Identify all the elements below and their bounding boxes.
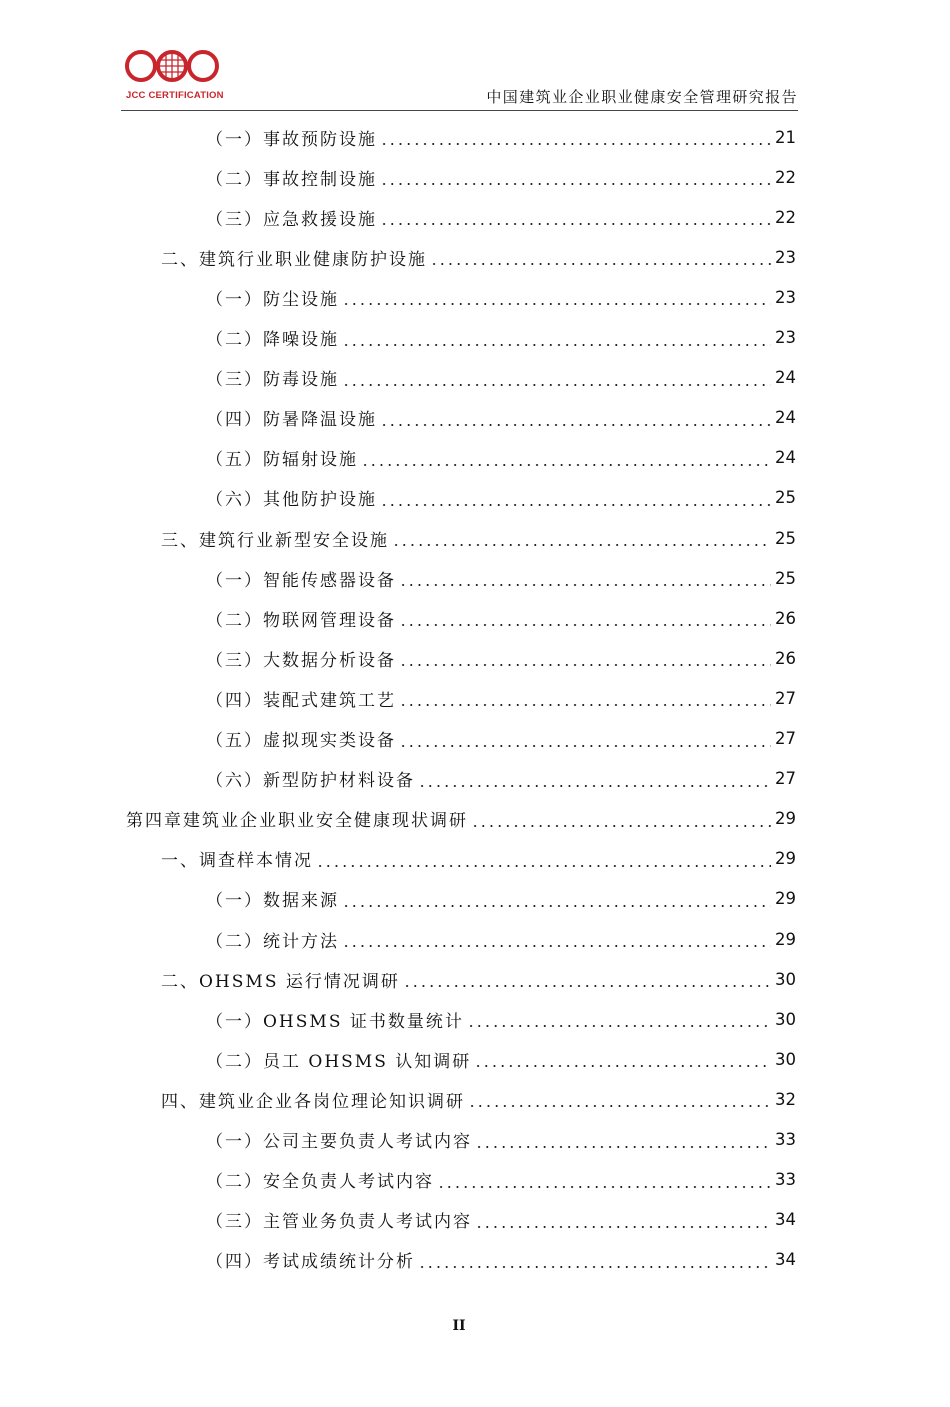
toc-entry-label: （四）装配式建筑工艺 <box>206 690 396 711</box>
toc-entry-page: 26 <box>775 608 796 628</box>
toc-entry-label: 三、建筑行业新型安全设施 <box>161 530 389 551</box>
dot-leader <box>392 544 771 546</box>
dot-leader <box>342 905 771 907</box>
toc-entry[interactable] <box>206 725 796 753</box>
toc-entry-page: 21 <box>775 127 796 147</box>
toc-entry-page: 29 <box>775 849 796 869</box>
toc-entry-label: （一）OHSMS 证书数量统计 <box>206 1011 464 1032</box>
toc-entry-label: （五）防辐射设施 <box>206 450 358 471</box>
toc-entry-label: （二）安全负责人考试内容 <box>206 1172 434 1193</box>
toc-entry-page: 27 <box>775 769 796 789</box>
toc-entry-page: 22 <box>775 207 796 227</box>
toc-entry[interactable] <box>206 1045 796 1073</box>
dot-leader <box>403 985 771 987</box>
toc-entry-label: 四、建筑业企业各岗位理论知识调研 <box>161 1091 465 1112</box>
toc-entry[interactable] <box>206 444 796 472</box>
toc-entry-page: 29 <box>775 929 796 949</box>
toc-entry-label: 二、建筑行业职业健康防护设施 <box>161 249 427 270</box>
dot-leader <box>475 1146 771 1148</box>
dot-leader <box>418 785 771 787</box>
toc-entry[interactable] <box>206 1166 796 1194</box>
dot-leader <box>380 504 771 506</box>
toc-entry-page: 30 <box>775 1009 796 1029</box>
toc-entry-page: 23 <box>775 287 796 307</box>
dot-leader <box>437 1186 771 1188</box>
toc-entry-label: （六）新型防护材料设备 <box>206 771 415 792</box>
toc-entry-label: （二）物联网管理设备 <box>206 610 396 631</box>
toc-entry-label: （三）防毒设施 <box>206 370 339 391</box>
toc-entry[interactable] <box>206 564 796 592</box>
toc-entry[interactable] <box>206 364 796 392</box>
dot-leader <box>342 384 771 386</box>
report-title: 中国建筑业企业职业健康安全管理研究报告 <box>486 88 798 106</box>
toc-entry-page: 32 <box>775 1089 796 1109</box>
toc-entry-label: （三）大数据分析设备 <box>206 650 396 671</box>
toc-entry[interactable] <box>206 1005 796 1033</box>
dot-leader <box>474 1065 771 1067</box>
toc-entry[interactable] <box>206 1126 796 1154</box>
dot-leader <box>342 303 771 305</box>
dot-leader <box>361 464 771 466</box>
dot-leader <box>380 424 771 426</box>
dot-leader <box>399 664 771 666</box>
dot-leader <box>467 1025 771 1027</box>
toc-entry[interactable] <box>206 604 796 632</box>
toc-entry-page: 24 <box>775 368 796 388</box>
dot-leader <box>430 263 771 265</box>
toc-entry[interactable] <box>206 404 796 432</box>
toc-entry-page: 24 <box>775 448 796 468</box>
toc-entry-page: 34 <box>775 1210 796 1230</box>
toc-entry-page: 22 <box>775 167 796 187</box>
toc-entry[interactable] <box>206 925 796 953</box>
toc-entry[interactable] <box>206 644 796 672</box>
toc-entry-page: 23 <box>775 247 796 267</box>
toc-entry[interactable] <box>206 123 796 151</box>
logo-text: JCC CERTIFICATION <box>126 90 224 101</box>
dot-leader <box>342 945 771 947</box>
toc-entry[interactable] <box>161 845 796 873</box>
toc-entry[interactable] <box>206 163 796 191</box>
toc-entry[interactable] <box>206 684 796 712</box>
dot-leader <box>399 704 771 706</box>
dot-leader <box>399 745 771 747</box>
toc-entry[interactable] <box>161 524 796 552</box>
toc-entry-label: 二、OHSMS 运行情况调研 <box>161 971 400 992</box>
header-divider <box>121 110 798 111</box>
toc-entry[interactable] <box>206 203 796 231</box>
toc-entry-page: 33 <box>775 1130 796 1149</box>
toc-entry-label: （二）降噪设施 <box>206 330 339 350</box>
toc-entry[interactable] <box>206 484 796 512</box>
toc-entry-label: （一）数据来源 <box>206 891 339 912</box>
toc-entry-label: （二）统计方法 <box>206 931 339 952</box>
toc-entry-page: 23 <box>775 328 796 347</box>
toc-entry-page: 27 <box>775 729 796 748</box>
toc-entry[interactable] <box>206 324 796 352</box>
toc-entry[interactable] <box>161 1085 796 1113</box>
toc-entry-label: 一、调查样本情况 <box>161 851 313 872</box>
toc-entry-page: 25 <box>775 528 796 548</box>
dot-leader <box>468 1105 771 1107</box>
toc-entry-label: （二）事故控制设施 <box>206 169 377 190</box>
dot-leader <box>342 344 771 346</box>
toc-entry-page: 30 <box>775 969 796 989</box>
toc-entry[interactable] <box>206 885 796 913</box>
toc-entry[interactable] <box>206 1246 796 1274</box>
toc-entry-label: （一）防尘设施 <box>206 289 339 310</box>
toc-entry-label: （四）考试成绩统计分析 <box>206 1252 415 1273</box>
toc-entry-page: 30 <box>775 1049 796 1069</box>
toc-entry[interactable] <box>126 805 796 833</box>
page-number: II <box>452 1318 466 1334</box>
dot-leader <box>399 584 771 586</box>
toc-entry-label: （一）公司主要负责人考试内容 <box>206 1132 472 1152</box>
toc-entry-page: 34 <box>775 1250 796 1270</box>
toc-entry[interactable] <box>161 243 796 271</box>
dot-leader <box>399 624 771 626</box>
toc-entry-label: （五）虚拟现实类设备 <box>206 731 396 751</box>
dot-leader <box>418 1266 771 1268</box>
toc-entry-label: （一）事故预防设施 <box>206 129 377 150</box>
dot-leader <box>380 143 771 145</box>
toc-entry[interactable] <box>161 965 796 993</box>
toc-entry[interactable] <box>206 1206 796 1234</box>
toc-entry-page: 33 <box>775 1170 796 1190</box>
toc-entry-label: （四）防暑降温设施 <box>206 410 377 431</box>
toc-entry[interactable] <box>206 765 796 793</box>
dot-leader <box>471 825 771 827</box>
toc-entry-label: （三）应急救援设施 <box>206 209 377 230</box>
toc-entry-label: （三）主管业务负责人考试内容 <box>206 1212 472 1233</box>
dot-leader <box>475 1226 771 1228</box>
toc-entry-page: 25 <box>775 568 796 588</box>
toc-entry-label: （二）员工 OHSMS 认知调研 <box>206 1051 472 1072</box>
page-header <box>0 0 950 112</box>
toc-entry-page: 25 <box>775 488 796 508</box>
toc-entry-page: 29 <box>775 889 796 909</box>
toc-entry-page: 24 <box>775 408 796 428</box>
toc-entry-label: 第四章建筑业企业职业安全健康现状调研 <box>126 811 468 832</box>
toc-entry[interactable] <box>206 283 796 311</box>
toc-entry-page: 29 <box>775 809 796 829</box>
toc-entry-page: 27 <box>775 688 796 708</box>
dot-leader <box>380 223 771 225</box>
dot-leader <box>316 865 771 867</box>
toc-entry-label: （六）其他防护设施 <box>206 490 377 511</box>
toc-entry-page: 26 <box>775 648 796 668</box>
dot-leader <box>380 183 771 185</box>
toc-entry-label: （一）智能传感器设备 <box>206 570 396 591</box>
